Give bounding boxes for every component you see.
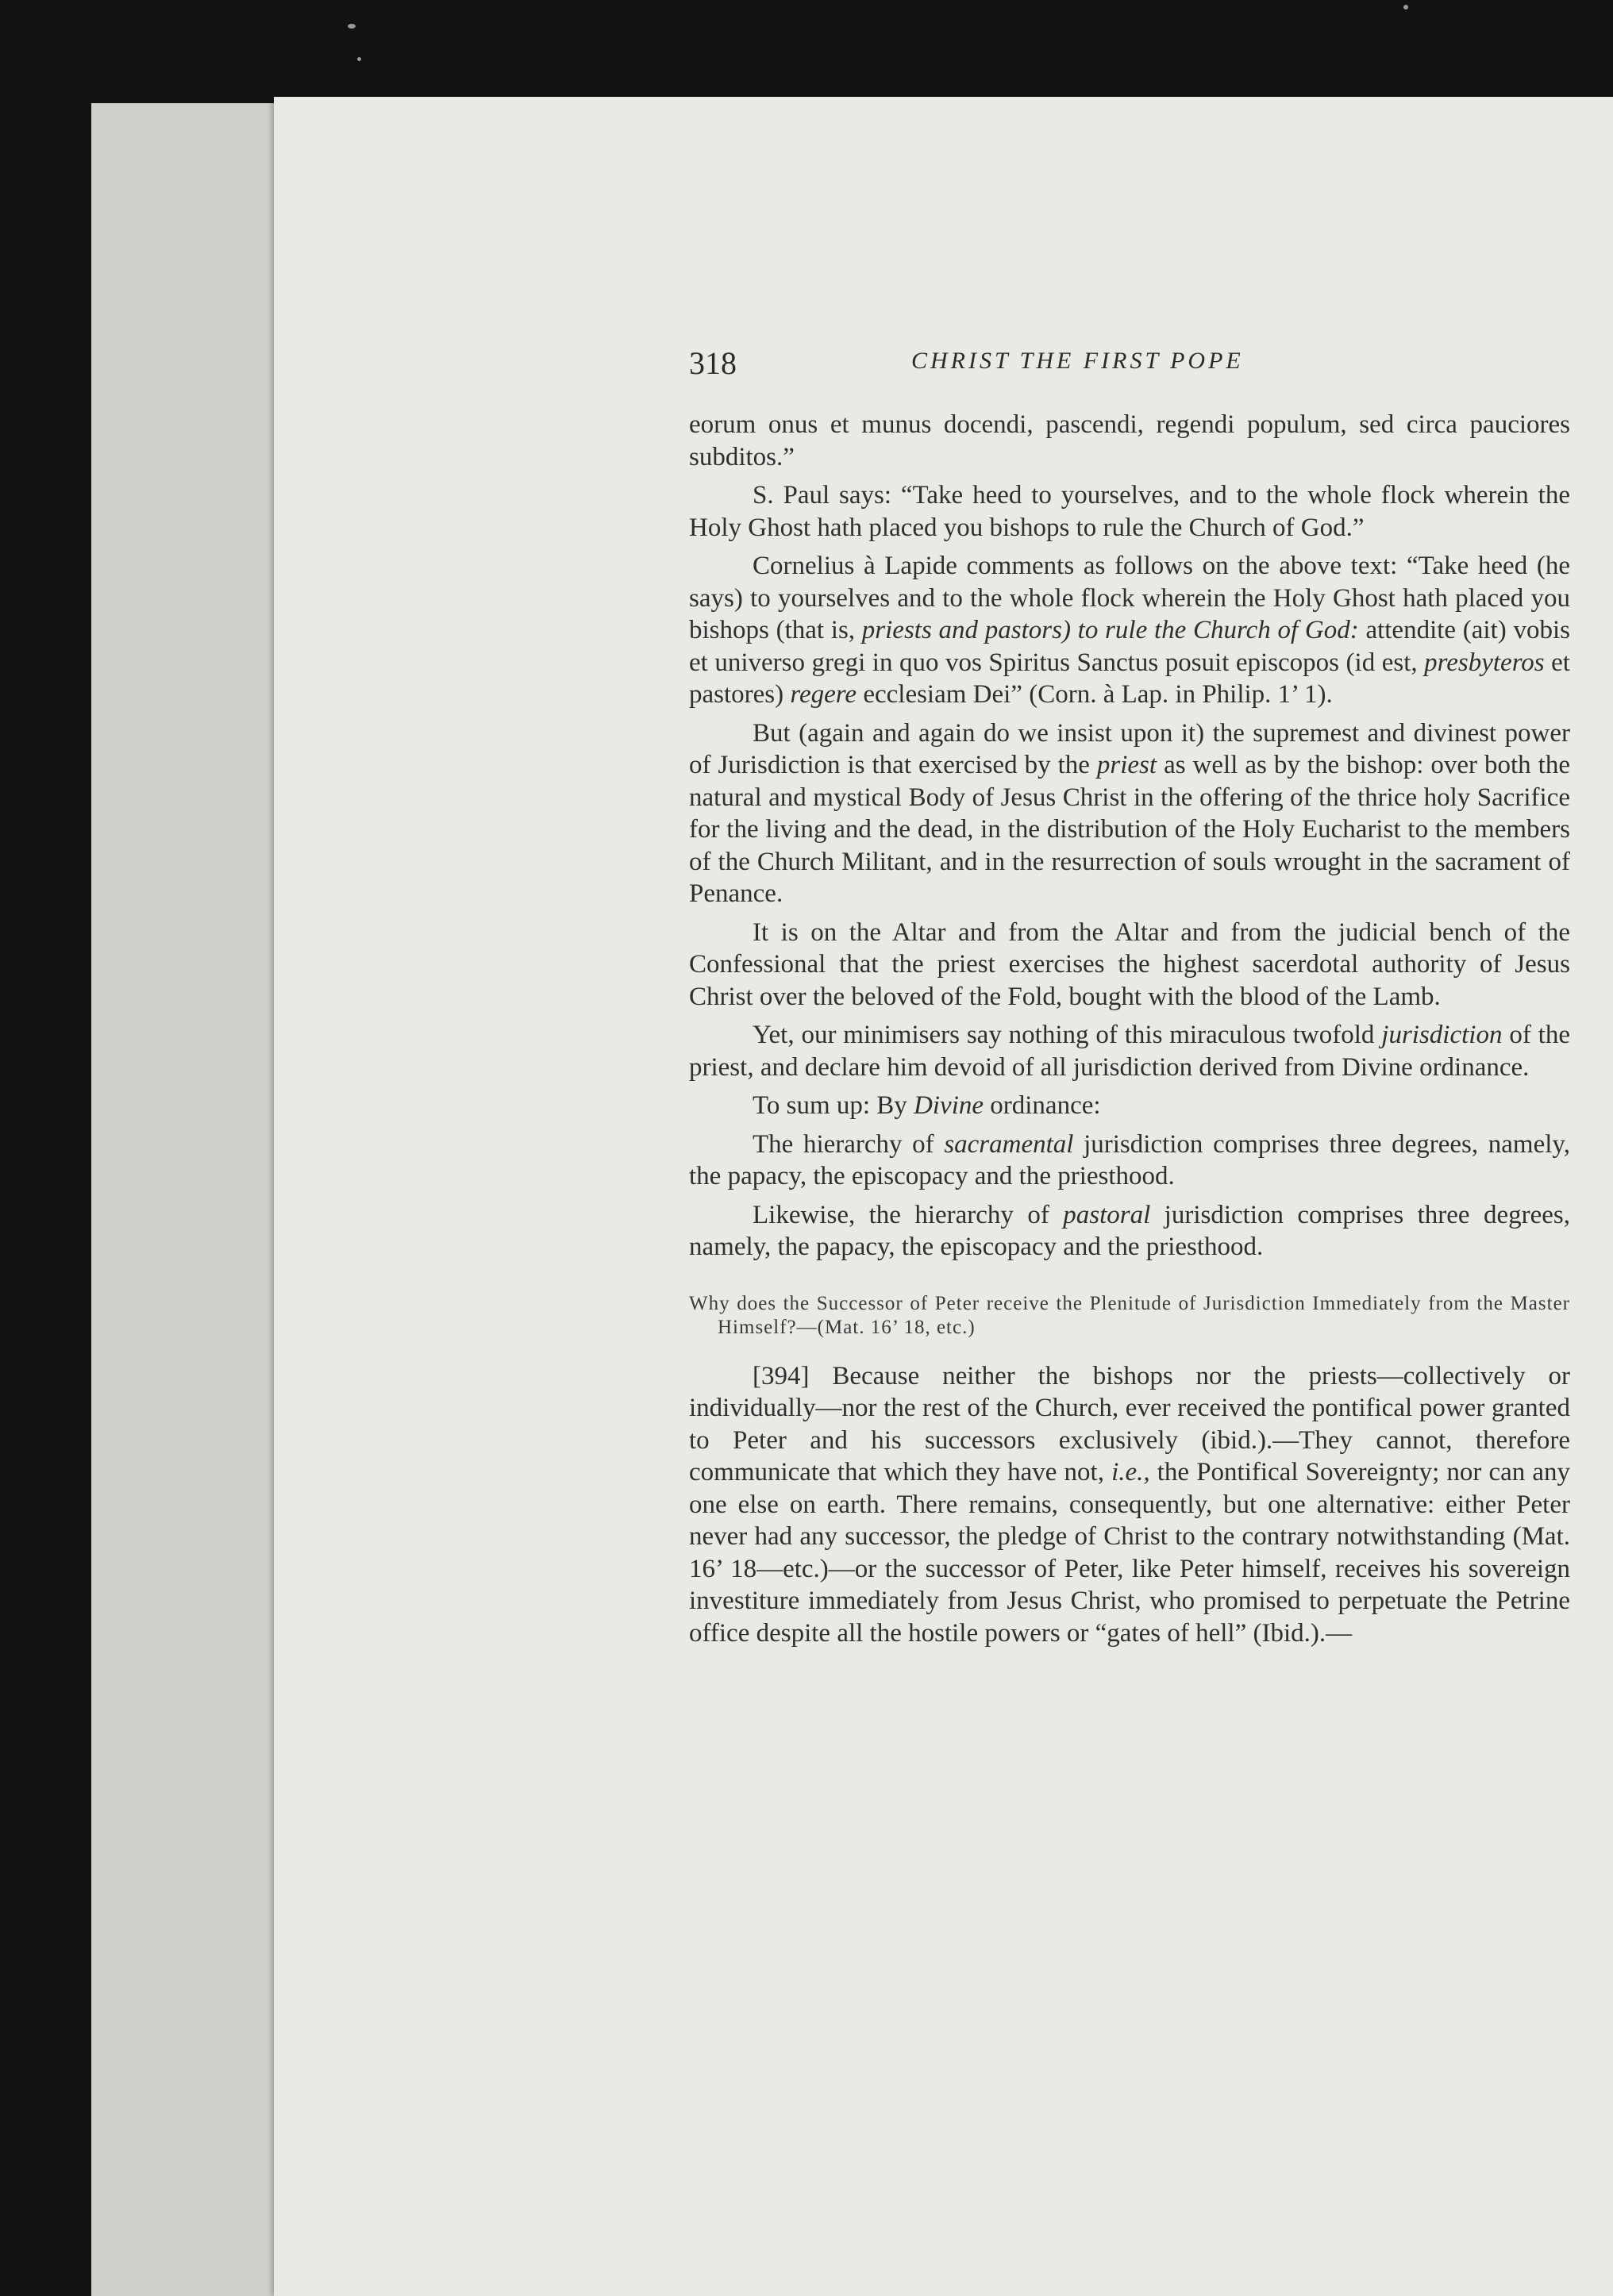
paragraph <box>689 1129 1570 1193</box>
paragraph <box>689 1360 1570 1650</box>
text-run: jurisdiction comprises three degrees, namely, the papacy, the episcopacy and the priesthood. <box>689 1129 1570 1190</box>
italic-run: i.e., <box>1111 1458 1150 1486</box>
text-run: But (again and again do we insist upon it) the supremest and divinest power of Jurisdiction is that exercised by the <box>689 718 1570 779</box>
paragraph <box>689 1090 1570 1122</box>
text-run: Likewise, the hierarchy of <box>753 1200 1064 1229</box>
page-header <box>689 344 1586 392</box>
italic-run: Divine <box>914 1091 984 1120</box>
paragraph <box>689 717 1570 910</box>
text-run: the Pontifical Sovereignty; nor can any one else on earth. There remains, consequently, but one alternative: either Peter never had any successor, the pledge of Christ to the contrary notwithstanding (Mat. 16’ 18—etc.)—or the successor of Peter, like Peter himself, receives his sovereign investiture immediately from Jesus Christ, who promised to perpetuate the Petrine office despite all the hostile powers or “gates of hell” (Ibid.).— <box>689 1458 1571 1648</box>
paragraph <box>689 550 1570 711</box>
running-title: CHRIST THE FIRST POPE <box>911 348 1244 374</box>
italic-run: presbyteros <box>1424 648 1545 677</box>
paragraph: S. Paul says: “Take heed to yourselves, and to the whole flock wherein the Holy Ghost hath placed you bishops to rule the Church of God.” <box>689 481 1570 542</box>
text-run: of the priest, and declare him devoid of all jurisdiction derived from Divine ordinance. <box>689 1021 1570 1082</box>
text-run: attendite (ait) vobis et universo gregi in quo vos Spiritus Sanctus posuit episcopos (id est, <box>689 616 1570 677</box>
paragraph <box>689 1199 1570 1263</box>
page-number: 318 <box>689 345 737 381</box>
dust-speck <box>1403 5 1408 10</box>
paragraph: eorum onus et munus docendi, pascendi, regendi populum, sed circa pauciores subditos.” <box>689 410 1570 471</box>
text-run: Yet, our minimisers say nothing of this miraculous twofold <box>753 1021 1382 1049</box>
italic-run: sacramental <box>944 1129 1074 1159</box>
text-run: Cornelius à Lapide comments as follows on the above text: “Take heed (he says) to yourselves and to the whole flock wherein the Holy Ghost hath placed you bishops (that is, <box>689 552 1570 644</box>
italic-run: regere <box>790 680 857 709</box>
section-heading: Why does the Successor of Peter receive the Plenitude of Jurisdiction Immediately from the Master Himself?—(Mat. 16’ 18, etc.) <box>689 1292 1570 1338</box>
text-run: as well as by the bishop: over both the natural and mystical Body of Jesus Christ in the offering of the thrice holy Sacrifice for the living and the dead, in the distribution of the Holy Eucharist to the members of the Church Militant, and in the resurrection of souls wrought in the sacrament of Penance. <box>689 751 1570 908</box>
text-run: ordinance: <box>984 1091 1101 1120</box>
italic-run: pastoral <box>1063 1200 1151 1229</box>
text-run: [394] Because neither the bishops nor the priests—collectively or individually—nor the rest of the Church, ever received the pontifical power granted to Peter and his successors exclusively (ibid.).—They cannot, therefore communicate that which they have not, <box>689 1361 1570 1486</box>
body-text <box>689 409 1570 1656</box>
text-run: et pastores) <box>689 648 1570 709</box>
paragraph <box>689 1019 1570 1083</box>
italic-run: jurisdiction <box>1381 1021 1503 1049</box>
text-run: To sum up: By <box>753 1091 914 1120</box>
text-run: The hierarchy of <box>753 1129 945 1159</box>
text-run: ecclesiam Dei” (Corn. à Lap. in Philip. 1’ 1). <box>857 680 1333 709</box>
italic-run: priests and pastors) to rule the Church of God: <box>861 616 1359 644</box>
italic-run: priest <box>1096 751 1157 779</box>
dust-speck <box>348 24 356 29</box>
text-run: jurisdiction comprises three degrees, namely, the papacy, the episcopacy and the priesthood. <box>689 1200 1570 1261</box>
paragraph: It is on the Altar and from the Altar and from the judicial bench of the Confessional that the priest exercises the highest sacerdotal authority of Jesus Christ over the beloved of the Fold, bought with the blood of the Lamb. <box>689 917 1570 1011</box>
dust-speck <box>357 57 361 61</box>
